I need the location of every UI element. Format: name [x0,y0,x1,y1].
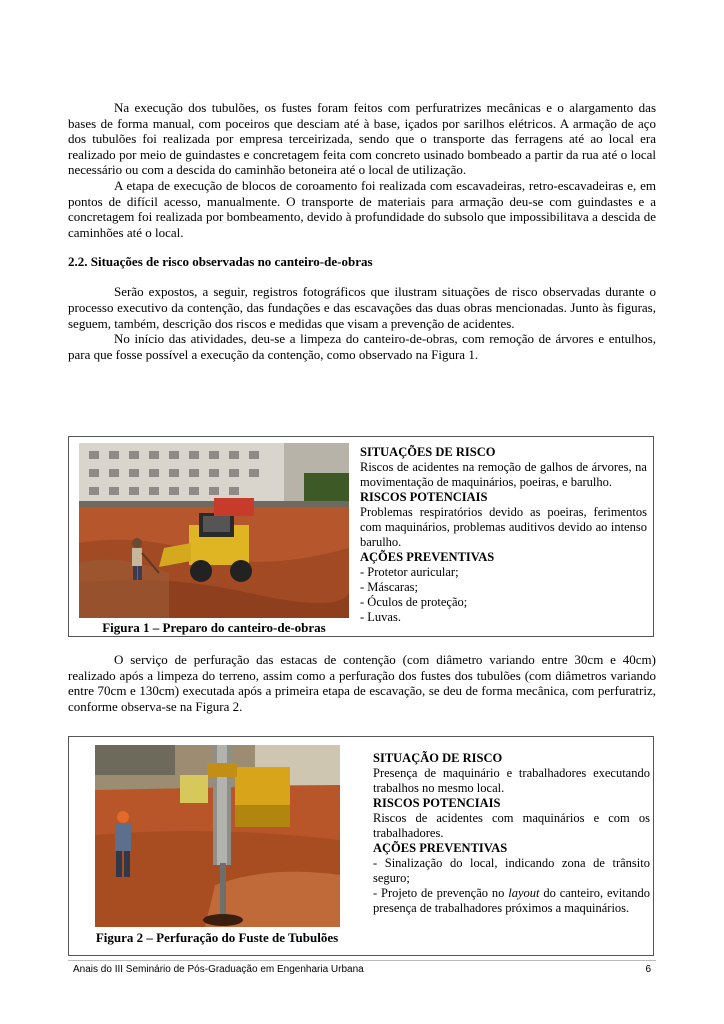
action-item: - Sinalização do local, indicando zona de trânsito seguro; [373,856,650,885]
situation-text: Presença de maquinário e trabalhadores executando trabalhos no mesmo local. [373,766,650,795]
actions-heading: AÇÕES PREVENTIVAS [373,841,508,855]
figure-2-box [68,736,654,956]
paragraph: Na execução dos tubulões, os fustes foram feitos com perfuratrizes mecânicas e o alargamento das bases de forma manual, com poceiros que desciam até à base, içados por sarilhos elétricos. A armação de aço dos tubulões foi realizada por empresa terceirizada, sendo que o transporte das ferragens até ao local era realizado por meio de guindastes e concretagem feita com concreto usinado bombeado a partir da rua até o local necessário ou com a descida do caminhão betoneira até o local de utilização. [68,100,656,178]
situation-heading: SITUAÇÃO DE RISCO [373,751,503,765]
action-item: - Máscaras; [360,580,418,594]
action-item: - Óculos de proteção; [360,595,468,609]
paragraph: No início das atividades, deu-se a limpeza do canteiro-de-obras, com remoção de árvores e entulhos, para que fosse possível a execução da contenção, como observado na Figura 1. [68,331,656,362]
figure-1-caption: Figura 1 – Preparo do canteiro-de-obras [102,620,326,635]
risks-heading: RISCOS POTENCIAIS [373,796,501,810]
footer-divider [68,960,656,961]
risks-text: Problemas respiratórios devido as poeiras, ferimentos com maquinários, problemas auditivos devido ao intenso barulho. [360,505,647,549]
figure-1-photo [79,443,349,618]
paragraph: O serviço de perfuração das estacas de contenção (com diâmetro variando entre 30cm e 40cm) realizado após a limpeza do terreno, assim como a perfuração dos fustes dos tubulões (com diâmetros variando entre 70cm e 130cm) executada após a primeira etapa de escavação, se deu de forma mecânica, com perfuratriz, conforme observa-se na Figura 2. [68,652,656,714]
paragraph: Serão expostos, a seguir, registros fotográficos que ilustram situações de risco observadas durante o processo executivo da contenção, das fundações e das escavações das duas obras mencionadas. Junto às figuras, seguem, também, descrição dos riscos e medidas que visam a prevenção de acidentes. [68,284,656,331]
page-number: 6 [645,964,651,975]
footer-text: Anais do III Seminário de Pós-Graduação em Engenharia Urbana [73,964,364,975]
drilling-site-photo [95,745,340,927]
figure-2-caption: Figura 2 – Perfuração do Fuste de Tubulões [95,930,339,945]
actions-heading: AÇÕES PREVENTIVAS [360,550,495,564]
section-heading: 2.2. Situações de risco observadas no canteiro-de-obras [68,254,373,270]
paragraph: A etapa de execução de blocos de coroamento foi realizada com escavadeiras, retro-escavadeiras e, em pontos de difícil acesso, manualmente. O transporte de materiais para armação deu-se com guindastes e a concretagem foi realizada por bombeamento, devido à profundidade do subsolo que impossibilitava a descida de caminhões até o local. [68,177,656,240]
figure-2-photo [95,745,340,927]
body-text-top [68,100,656,362]
action-item: - Projeto de prevenção no layout do canteiro, evitando presença de trabalhadores próximos a maquinários. [373,886,650,915]
figure-1-risk-panel [360,445,647,625]
risks-heading: RISCOS POTENCIAIS [360,490,488,504]
action-item: - Protetor auricular; [360,565,459,579]
construction-site-photo [79,443,349,618]
body-text-middle [68,652,656,714]
figure-2-risk-panel [373,751,650,916]
risks-text: Riscos de acidentes com maquinários e com os trabalhadores. [373,811,650,840]
figure-1-box [68,436,654,637]
situation-text: Riscos de acidentes na remoção de galhos de árvores, na movimentação de maquinários, poeiras, e barulho. [360,460,647,489]
action-item: - Luvas. [360,610,401,624]
situation-heading: SITUAÇÕES DE RISCO [360,445,496,459]
